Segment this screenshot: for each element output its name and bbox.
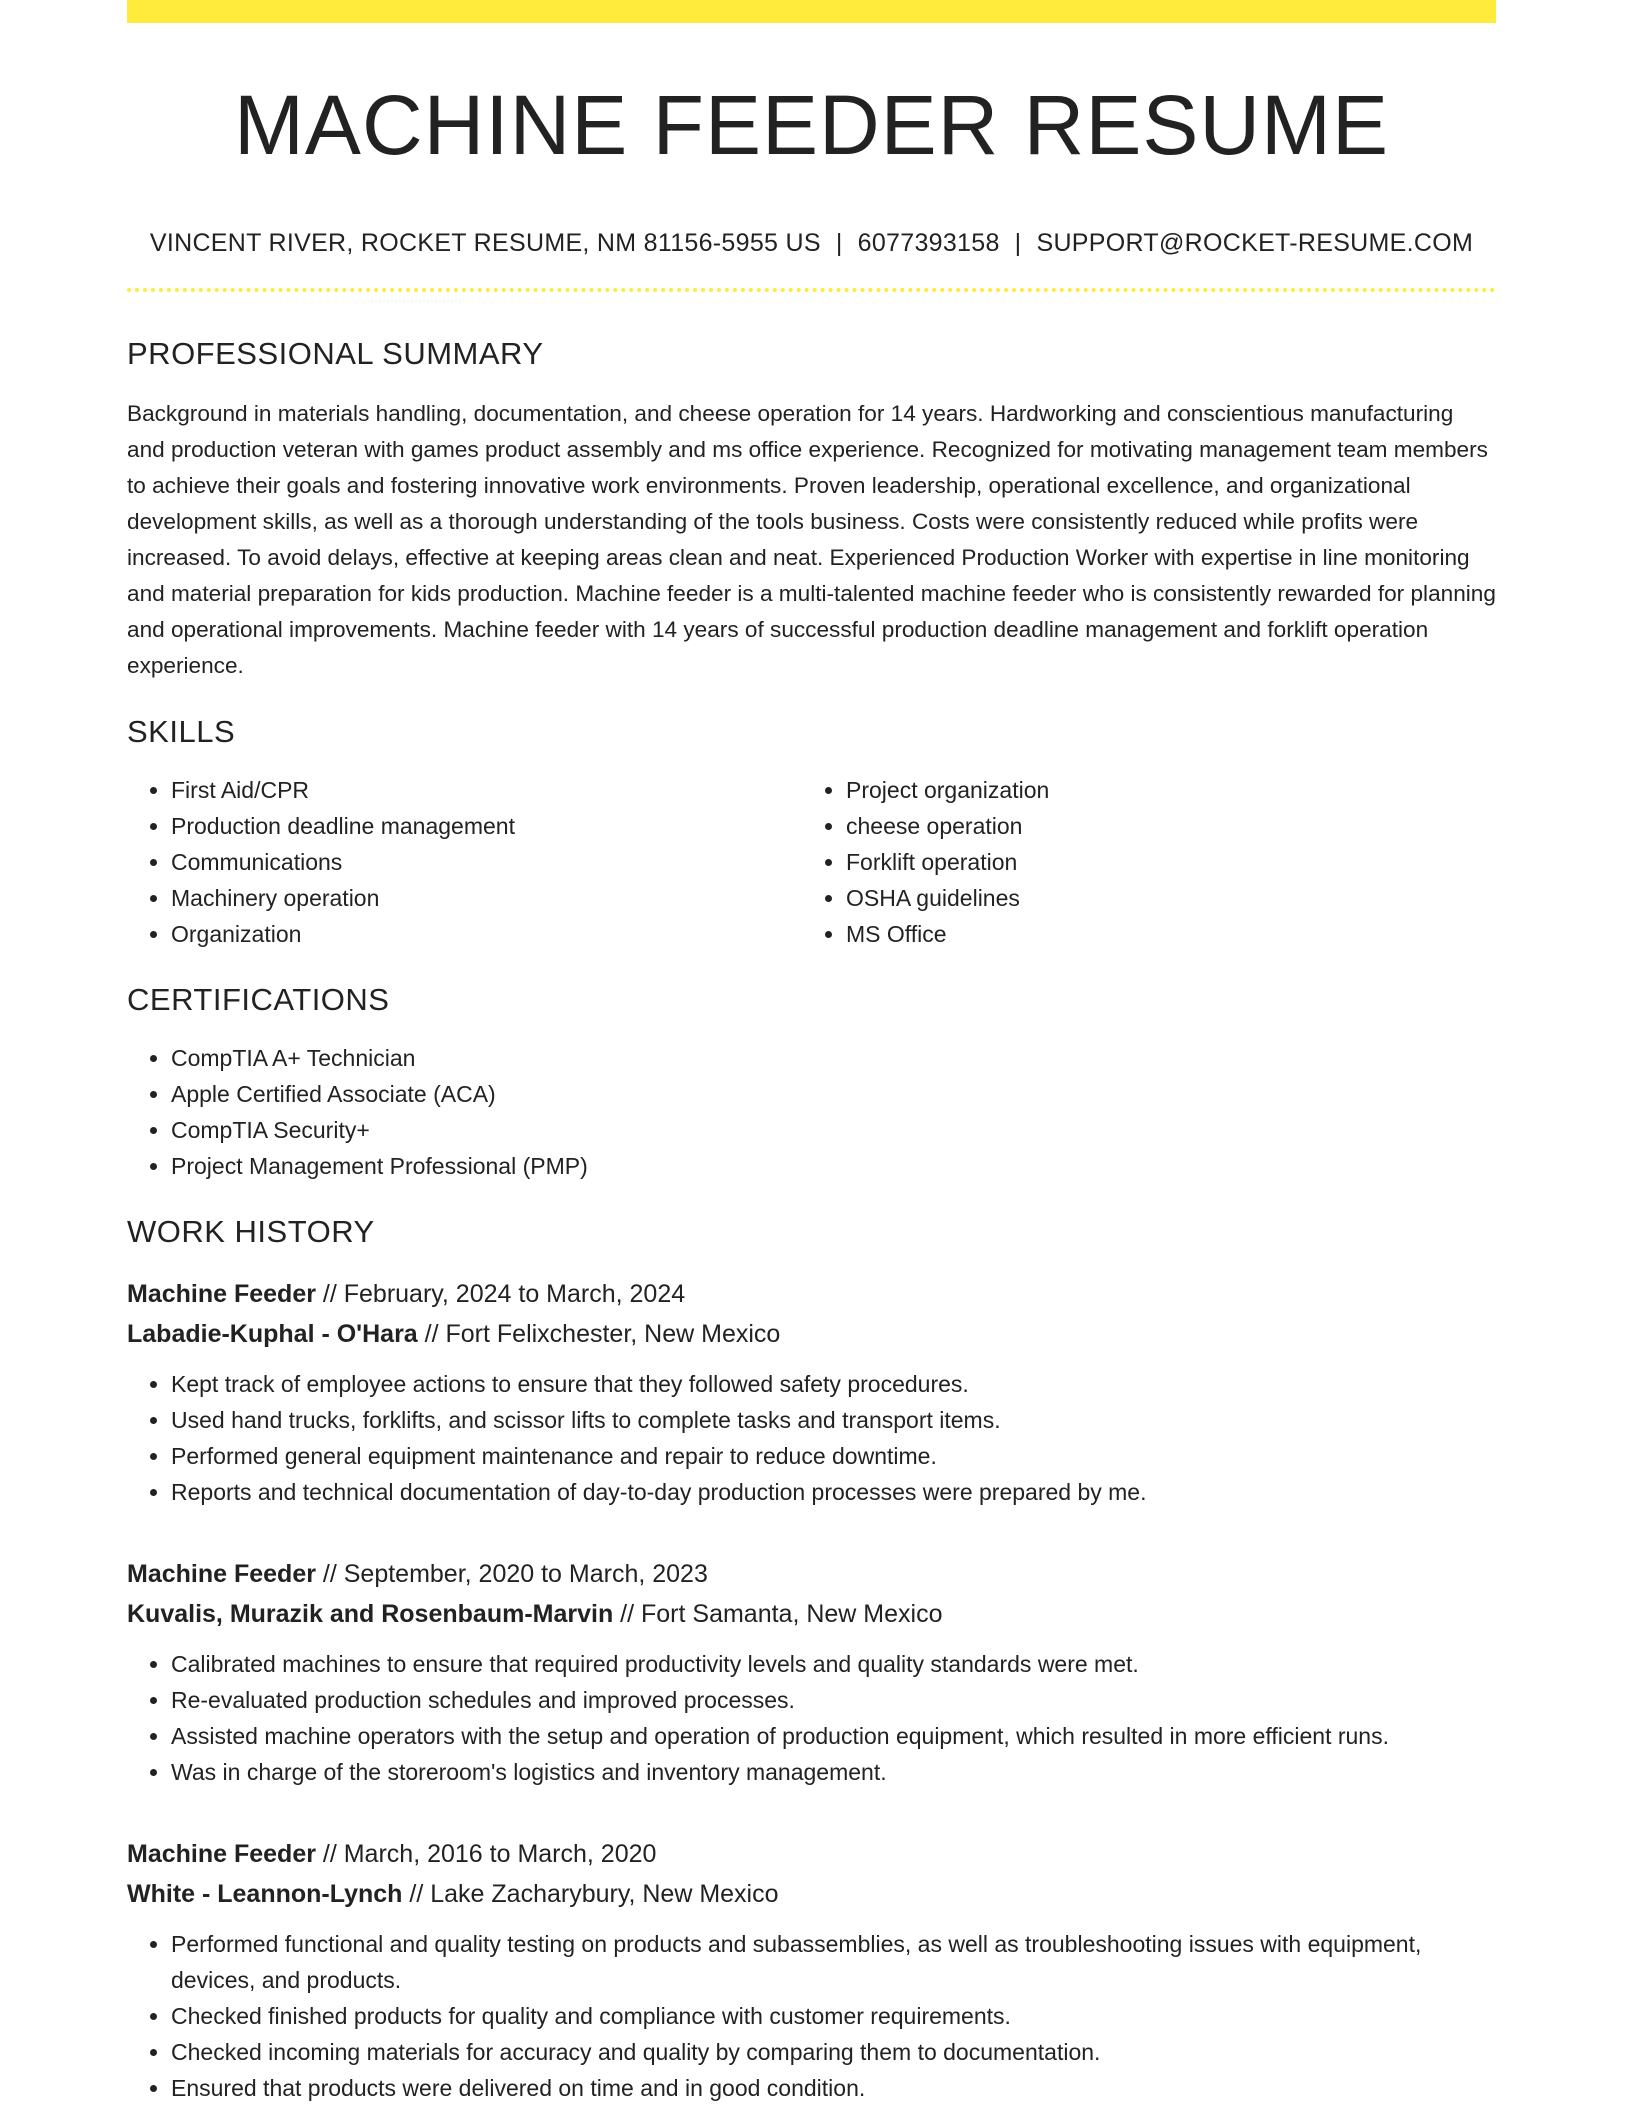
job-title: Machine Feeder [127, 1840, 316, 1868]
skill-item: • OSHA guidelines [846, 880, 1477, 916]
job-bullet: • Calibrated machines to ensure that required productivity levels and quality standards were met. [171, 1646, 1496, 1682]
certification-item: • CompTIA Security+ [171, 1112, 1496, 1148]
job-location: // Lake Zacharybury, New Mexico [402, 1880, 779, 1908]
job-entry [127, 1274, 1496, 1510]
certifications-list [127, 1040, 1496, 1184]
skills-columns [127, 772, 1496, 952]
accent-top-bar [127, 0, 1496, 23]
job-title-line [127, 1554, 1496, 1594]
job-entry [127, 1554, 1496, 1790]
job-title-line [127, 1274, 1496, 1314]
job-bullet: • Checked incoming materials for accuracy and quality by comparing them to documentation. [171, 2034, 1496, 2070]
job-bullet: • Re-evaluated production schedules and improved processes. [171, 1682, 1496, 1718]
job-dates: // March, 2016 to March, 2020 [315, 1840, 657, 1868]
skill-item: • Machinery operation [171, 880, 802, 916]
skills-right-column [802, 772, 1477, 952]
job-company-line [127, 1314, 1496, 1354]
skill-item: • Project organization [846, 772, 1477, 808]
contact-phone: 6077393158 [857, 229, 1000, 257]
resume-content [127, 23, 1496, 2106]
certification-item: • CompTIA A+ Technician [171, 1040, 1496, 1076]
skill-item: • Organization [171, 916, 802, 952]
job-bullets [127, 1366, 1496, 1510]
job-bullet: • Assisted machine operators with the setup and operation of production equipment, which resulted in more efficient runs. [171, 1718, 1496, 1754]
certification-item: • Apple Certified Associate (ACA) [171, 1076, 1496, 1112]
skill-item: • MS Office [846, 916, 1477, 952]
skills-left-column [127, 772, 802, 952]
contact-address: VINCENT RIVER, ROCKET RESUME, NM 81156-5955 US [149, 229, 821, 257]
skills-heading: SKILLS [127, 714, 236, 749]
skill-item: • Communications [171, 844, 802, 880]
job-entry [127, 1834, 1496, 2106]
job-bullet: • Performed functional and quality testing on products and subassemblies, as well as troubleshooting issues with equipment, devices, and products. [171, 1926, 1496, 1998]
job-company: Kuvalis, Murazik and Rosenbaum-Marvin [127, 1600, 614, 1628]
job-bullets [127, 1646, 1496, 1790]
job-title: Machine Feeder [127, 1280, 316, 1308]
job-dates: // February, 2024 to March, 2024 [315, 1280, 686, 1308]
certifications-heading: CERTIFICATIONS [127, 982, 390, 1017]
job-company: Labadie-Kuphal - O'Hara [127, 1320, 418, 1348]
job-bullet: • Was in charge of the storeroom's logistics and inventory management. [171, 1754, 1496, 1790]
job-bullet: • Performed general equipment maintenance and repair to reduce downtime. [171, 1438, 1496, 1474]
job-title-line [127, 1834, 1496, 1874]
skill-item: • Forklift operation [846, 844, 1477, 880]
job-location: // Fort Felixchester, New Mexico [417, 1320, 781, 1348]
skills-left-list [127, 772, 802, 952]
job-location: // Fort Samanta, New Mexico [613, 1600, 943, 1628]
skills-right-list [802, 772, 1477, 952]
dotted-divider [127, 288, 1496, 292]
job-bullet: • Reports and technical documentation of day-to-day production processes were prepared by me. [171, 1474, 1496, 1510]
skill-item: • Production deadline management [171, 808, 802, 844]
skill-item: • First Aid/CPR [171, 772, 802, 808]
job-bullet: • Ensured that products were delivered on time and in good condition. [171, 2070, 1496, 2106]
contact-line [127, 229, 1496, 258]
job-bullet: • Used hand trucks, forklifts, and scissor lifts to complete tasks and transport items. [171, 1402, 1496, 1438]
job-bullet: • Checked finished products for quality and compliance with customer requirements. [171, 1998, 1496, 2034]
contact-separator: | [835, 229, 843, 257]
job-bullets [127, 1926, 1496, 2106]
job-company-line [127, 1594, 1496, 1634]
skill-item: • cheese operation [846, 808, 1477, 844]
job-title: Machine Feeder [127, 1560, 316, 1588]
summary-heading: PROFESSIONAL SUMMARY [127, 336, 544, 371]
work-history-heading: WORK HISTORY [127, 1214, 375, 1249]
page-title: MACHINE FEEDER RESUME [233, 78, 1390, 172]
summary-text: Background in materials handling, documentation, and cheese operation for 14 years. Hardworking and conscientious manufacturing and production veteran with games product assembly and ms office experience. Recognized for motivating management team members to achieve their goals and fostering innovative work environments. Proven leadership, operational excellence, and organizational development skills, as well as a thorough understanding of the tools business. Costs were consistently reduced while profits were increased. To avoid delays, effective at keeping areas clean and neat. Experienced Production Worker with expertise in line monitoring and material preparation for kids production. Machine feeder is a multi-talented machine feeder who is consistently rewarded for planning and operational improvements. Machine feeder with 14 years of successful production deadline management and forklift operation experience. [127, 401, 1496, 678]
contact-separator: | [1014, 229, 1022, 257]
job-bullet: • Kept track of employee actions to ensure that they followed safety procedures. [171, 1366, 1496, 1402]
job-company-line [127, 1874, 1496, 1914]
job-dates: // September, 2020 to March, 2023 [315, 1560, 708, 1588]
certification-item: • Project Management Professional (PMP) [171, 1148, 1496, 1184]
contact-email: SUPPORT@ROCKET-RESUME.COM [1036, 229, 1474, 257]
job-company: White - Leannon-Lynch [127, 1880, 403, 1908]
